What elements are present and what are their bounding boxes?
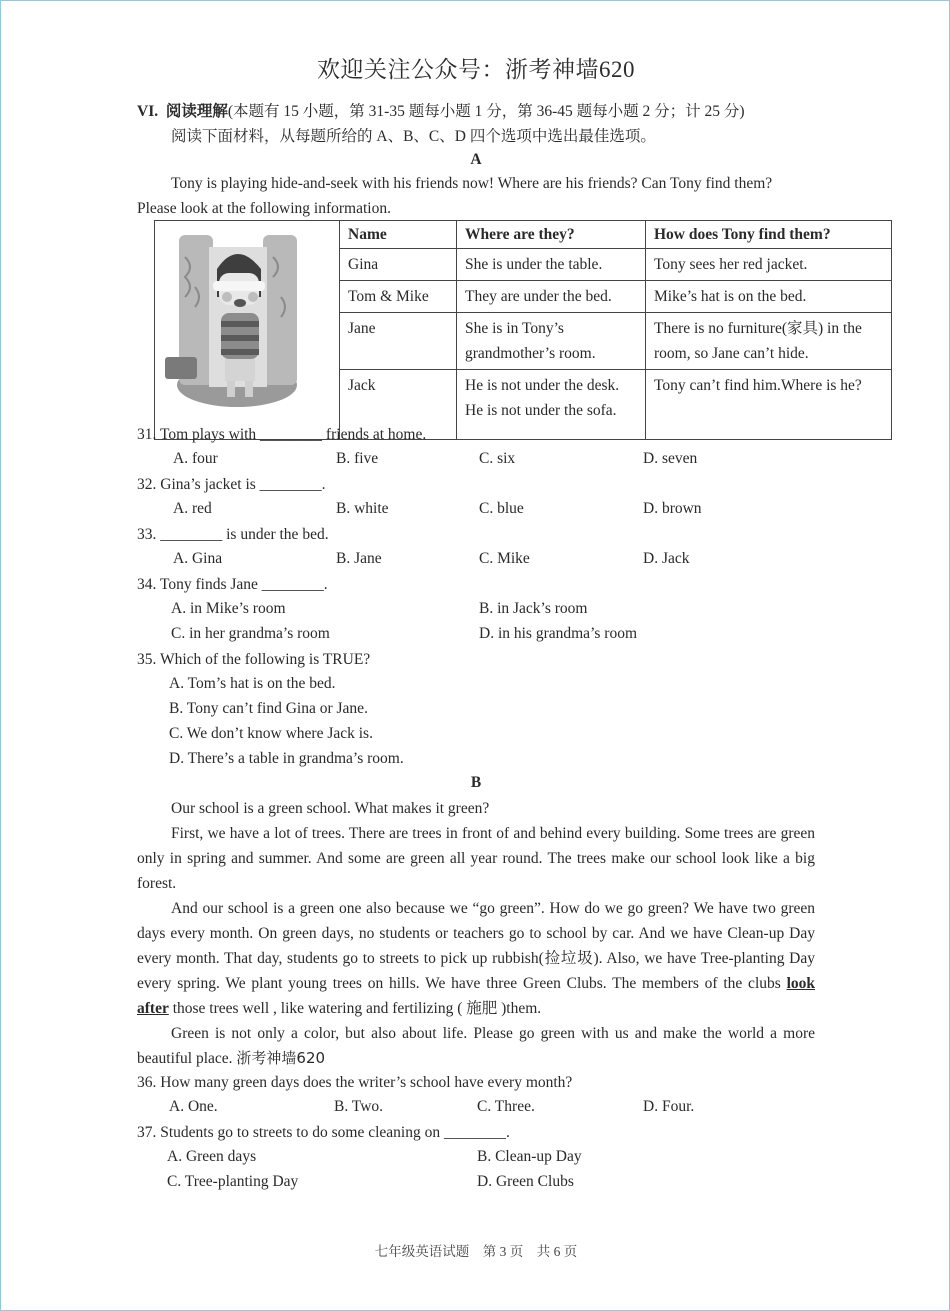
paragraph-3-text-end: those trees well , like watering and fertilizing ( 施肥 )them. (168, 1000, 542, 1017)
question-34-stem: 34. Tony finds Jane ________. (137, 576, 328, 593)
section-scoring: (本题有 15 小题，第 31-35 题每小题 1 分，第 36-45 题每小题 2 分；计 25 分) (227, 103, 745, 120)
passage-a-label: A (470, 151, 482, 168)
table-cell: Tom & Mike (340, 281, 457, 313)
q33-option-a[interactable]: A. Gina (173, 550, 223, 567)
section-title: 阅读理解 (165, 103, 228, 120)
q32-option-d[interactable]: D. brown (643, 500, 702, 517)
illustration-cell (155, 221, 340, 440)
q31-option-d[interactable]: D. seven (643, 450, 698, 467)
table-cell: Mike’s hat is on the bed. (646, 281, 892, 313)
boy-illustration-icon (165, 227, 315, 412)
q31-option-a[interactable]: A. four (173, 450, 218, 467)
section-number: VI. (137, 103, 159, 120)
table-cell: Jack (340, 370, 457, 440)
q37-option-b[interactable]: B. Clean-up Day (477, 1148, 582, 1165)
passage-a-intro-1: Tony is playing hide-and-seek with his friends now! Where are his friends? Can Tony find them? (171, 175, 773, 192)
passage-b-paragraph-3 (137, 896, 815, 1021)
passage-b-label: B (470, 774, 482, 791)
section-heading (137, 102, 745, 122)
table-cell: She is in Tony’s grandmother’s room. (457, 313, 646, 370)
q37-option-c[interactable]: C. Tree-planting Day (167, 1173, 299, 1190)
q36-option-a[interactable]: A. One. (169, 1098, 218, 1115)
q36-option-b[interactable]: B. Two. (334, 1098, 384, 1115)
q31-option-b[interactable]: B. five (336, 450, 379, 467)
paragraph-3-text: And our school is a green one also because we “go green”. How do we go green? We have two green days every month. On green days, no students or teachers go to school by car. And we have Clean-up Day every month. That day, students go to streets to pick up rubbish(捡垃圾). Also, we have Tree-planting Day every spring. We plant young trees on hills. We have three Green Clubs. The members of the clubs (137, 900, 815, 992)
question-33-stem: 33. ________ is under the bed. (137, 526, 329, 543)
passage-b-paragraph-1: Our school is a green school. What makes it green? (171, 800, 490, 817)
q37-option-a[interactable]: A. Green days (167, 1148, 257, 1165)
table-cell: Jane (340, 313, 457, 370)
q32-option-b[interactable]: B. white (336, 500, 389, 517)
q34-option-b[interactable]: B. in Jack’s room (479, 600, 588, 617)
question-32-stem: 32. Gina’s jacket is ________. (137, 476, 326, 493)
table-cell: Tony can’t find him.Where is he? (646, 370, 892, 440)
hide-and-seek-table (154, 220, 892, 440)
q34-option-a[interactable]: A. in Mike’s room (171, 600, 286, 617)
question-36-stem: 36. How many green days does the writer’s school have every month? (137, 1074, 573, 1091)
table-cell: She is under the table. (457, 249, 646, 281)
paragraph-4-text: Green is not only a color, but also about life. Please go green with us and make the world a more beautiful place. (137, 1025, 815, 1067)
q35-option-a[interactable]: A. Tom’s hat is on the bed. (169, 675, 336, 692)
q36-option-d[interactable]: D. Four. (643, 1098, 695, 1115)
table-header-how: How does Tony find them? (646, 221, 892, 249)
passage-b-paragraph-2: First, we have a lot of trees. There are trees in front of and behind every building. Some trees are green only in spring and summer. And some are green all year round. The trees make our school look like a big forest. (137, 825, 815, 892)
watermark-banner: 欢迎关注公众号：浙考神墙620 (317, 57, 635, 82)
q35-option-c[interactable]: C. We don’t know where Jack is. (169, 725, 373, 742)
q35-option-d[interactable]: D. There’s a table in grandma’s room. (169, 750, 404, 767)
table-cell: Tony sees her red jacket. (646, 249, 892, 281)
table-header-row (155, 221, 892, 249)
q32-option-c[interactable]: C. blue (479, 500, 524, 517)
table-cell: There is no furniture(家具) in the room, so Jane can’t hide. (646, 313, 892, 370)
passage-a-intro-2: Please look at the following information. (137, 200, 391, 217)
q36-option-c[interactable]: C. Three. (477, 1098, 535, 1115)
table-cell: They are under the bed. (457, 281, 646, 313)
table-header-name: Name (340, 221, 457, 249)
q35-option-b[interactable]: B. Tony can’t find Gina or Jane. (169, 700, 368, 717)
page-footer: 七年级英语试题 第 3 页 共 6 页 (374, 1244, 578, 1259)
passage-b-paragraph-4 (137, 1021, 815, 1071)
q37-option-d[interactable]: D. Green Clubs (477, 1173, 574, 1190)
q33-option-d[interactable]: D. Jack (643, 550, 690, 567)
inline-watermark: 浙考神墙620 (236, 1049, 326, 1067)
section-instruction: 阅读下面材料，从每题所给的 A、B、C、D 四个选项中选出最佳选项。 (171, 128, 656, 145)
q34-option-d[interactable]: D. in his grandma’s room (479, 625, 637, 642)
table-header-where: Where are they? (457, 221, 646, 249)
q31-option-c[interactable]: C. six (479, 450, 516, 467)
table-cell: He is not under the desk. He is not under the sofa. (457, 370, 646, 440)
question-35-stem: 35. Which of the following is TRUE? (137, 651, 371, 668)
question-37-stem: 37. Students go to streets to do some cleaning on ________. (137, 1124, 510, 1141)
q32-option-a[interactable]: A. red (173, 500, 212, 517)
q34-option-c[interactable]: C. in her grandma’s room (171, 625, 330, 642)
question-31-stem: 31. Tom plays with ________ friends at home. (137, 426, 427, 443)
underlined-phrase: look after (137, 975, 815, 1017)
q33-option-c[interactable]: C. Mike (479, 550, 530, 567)
table-cell: Gina (340, 249, 457, 281)
q33-option-b[interactable]: B. Jane (336, 550, 382, 567)
